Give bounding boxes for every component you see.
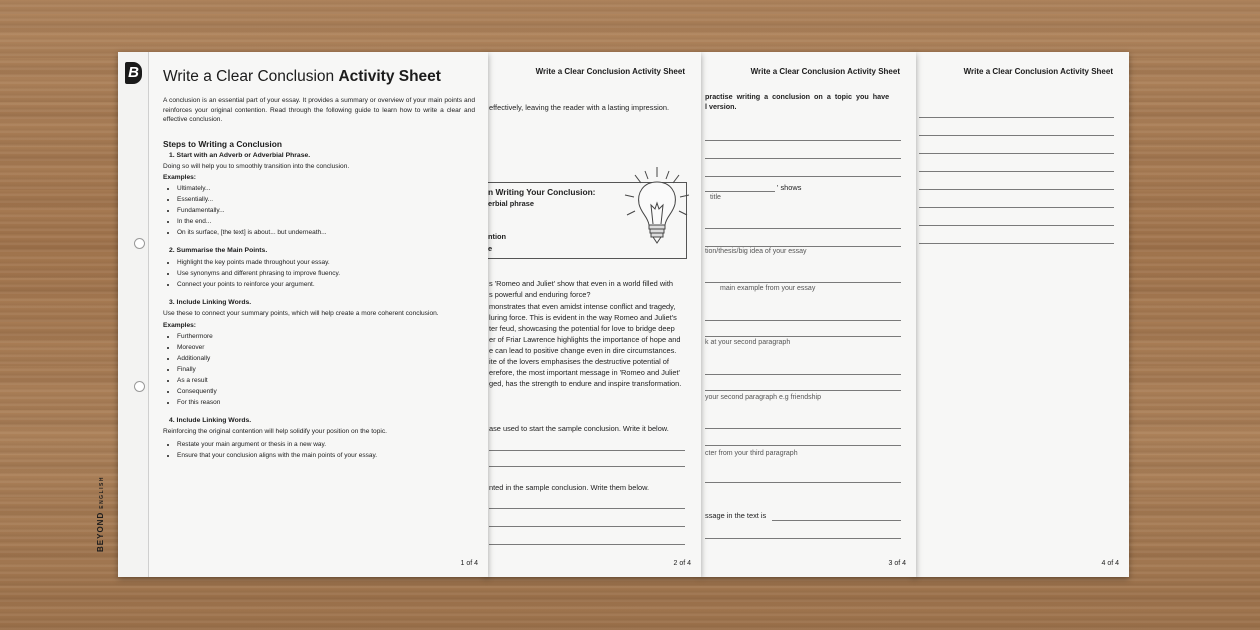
list-item: • Consequently [177,386,475,397]
list-item: • Use synonyms and different phrasing to improve fluency. [177,268,475,279]
tips-item: ntion [488,232,507,241]
writing-line [705,482,901,483]
field-label: your second paragraph e.g friendship [705,394,821,401]
list-item: • Connect your points to reinforce your argument. [177,279,475,290]
page-2 [485,52,701,577]
text-line: ged, has the strength to endure and inspire transformation. [489,379,682,388]
text-line: ite of the lovers emphasises the destructive potential of [489,357,669,366]
field-label: title [710,194,721,201]
list-item: • Highlight the key points made throughout your essay. [177,257,475,268]
step-2-list [163,257,475,290]
page-number: 4 of 4 [1101,560,1119,567]
writing-line [705,428,901,429]
text-line: monstrates that even amidst intense conflict and tragedy, [489,302,676,311]
page-header: Write a Clear Conclusion Activity Sheet [963,67,1113,76]
page-1 [96,52,488,577]
list-item: • Ultimately... [177,183,475,194]
step-1-list [163,183,475,238]
text-line: effectively, leaving the reader with a lasting impression. [489,103,670,112]
fill-blank[interactable] [772,520,901,521]
writing-line [705,390,901,391]
list-item: • As a result [177,375,475,386]
title-plain: Write a Clear Conclusion [163,68,339,85]
writing-line [489,508,685,509]
step-3-list [163,331,475,408]
list-item: • Ensure that your conclusion aligns with the main points of your essay. [177,450,475,461]
examples-label: Examples: [163,174,196,181]
tips-item: erbial phrase [488,199,535,208]
writing-line [705,176,901,177]
step-4-list [163,439,475,461]
step-3-title: 3. Include Linking Words. [169,299,252,306]
writing-line [919,189,1114,190]
list-item: • Additionally [177,353,475,364]
writing-line [705,445,901,446]
writing-line [705,246,901,247]
page-header: Write a Clear Conclusion Activity Sheet [535,67,685,76]
examples-label: Examples: [163,321,196,329]
field-label: tion/thesis/big idea of your essay [705,248,807,255]
list-item: • Essentially... [177,194,475,205]
writing-line [919,225,1114,226]
list-item: • Fundamentally... [177,205,475,216]
writing-line [489,526,685,527]
list-item: • In the end... [177,216,475,227]
list-item: • Restate your main argument or thesis in a new way. [177,439,475,450]
text-line: ter feud, showcasing the potential for love to bridge deep [489,324,675,333]
tips-item: e [488,244,493,253]
title-bold: Activity Sheet [338,68,441,85]
brand-word: BEYOND [96,511,105,552]
list-item: • Moreover [177,342,475,353]
tips-box-title: n Writing Your Conclusion: [488,187,596,197]
step-2-title: 2. Summarise the Main Points. [169,247,268,254]
writing-line [705,140,901,141]
lightbulb-icon [621,165,693,251]
instruction-line: practise writing a conclusion on a topic you have [705,92,890,101]
brand-name [96,476,105,552]
page-title [163,68,475,86]
text-line: s 'Romeo and Juliet' show that even in a world filled with [489,279,673,288]
text-line: luring force. This is evident in the way Romeo and Juliet's [489,313,677,322]
step-3-text: Use these to connect your summary points, which will help create a more coherent conclusion. [163,310,439,317]
list-item: • On its surface, [the text] is about... but underneath... [177,227,475,238]
writing-line [705,538,901,539]
brand-sub: ENGLISH [99,476,105,509]
steps-heading: Steps to Writing a Conclusion [163,138,282,149]
intro-paragraph: A conclusion is an essential part of your essay. It provides a summary or overview of your main points and reinforces your original contention. Read through the following guide to learn how to write a clear and effective conclusion. [163,97,475,123]
writing-line [489,544,685,545]
step-4-title: 4. Include Linking Words. [169,416,252,424]
field-label: k at your second paragraph [705,339,791,346]
writing-line [705,374,901,375]
page-4 [913,52,1129,577]
writing-line [705,158,901,159]
writing-line [919,171,1114,172]
brand-logo: B [125,62,142,84]
writing-line [705,320,901,321]
writing-line [705,282,901,283]
field-label: cter from your third paragraph [705,450,798,457]
page-number: 2 of 4 [673,560,691,567]
writing-line [489,450,685,451]
list-item: • For this reason [177,397,475,408]
list-item: • Furthermore [177,331,475,342]
writing-line [919,207,1114,208]
shows-text: ' shows [777,183,802,192]
writing-line [919,243,1114,244]
question-text: nted in the sample conclusion. Write them below. [489,483,650,492]
page-spine [96,52,149,577]
page-content [163,68,475,470]
punch-hole [134,381,145,392]
writing-line [919,153,1114,154]
text-line: s powerful and enduring force? [489,290,591,299]
list-item: • Finally [177,364,475,375]
writing-line [705,228,901,229]
page-number: 1 of 4 [460,560,478,567]
text-line: e can lead to positive change even in dire circumstances. [489,346,677,355]
page-header: Write a Clear Conclusion Activity Sheet [750,67,900,76]
step-1-title: 1. Start with an Adverb or Adverbial Phrase. [169,151,311,159]
step-4-text: Reinforcing the original contention will help solidify your position on the topic. [163,427,387,435]
writing-line [919,135,1114,136]
writing-line [489,466,685,467]
fill-blank[interactable] [705,191,775,192]
instruction-line: l version. [705,102,737,111]
page-number: 3 of 4 [888,560,906,567]
text-line: er of Friar Lawrence highlights the importance of hope and [489,335,681,344]
step-1-text: Doing so will help you to smoothly transition into the conclusion. [163,162,350,170]
page-3 [700,52,916,577]
writing-line [705,336,901,337]
field-label: main example from your essay [720,285,816,292]
text-line: erefore, the most important message in 'Romeo and Juliet' [489,368,680,377]
writing-line [919,117,1114,118]
message-text: ssage in the text is [705,511,767,520]
question-text: ase used to start the sample conclusion. Write it below. [489,424,669,433]
punch-hole [134,238,145,249]
